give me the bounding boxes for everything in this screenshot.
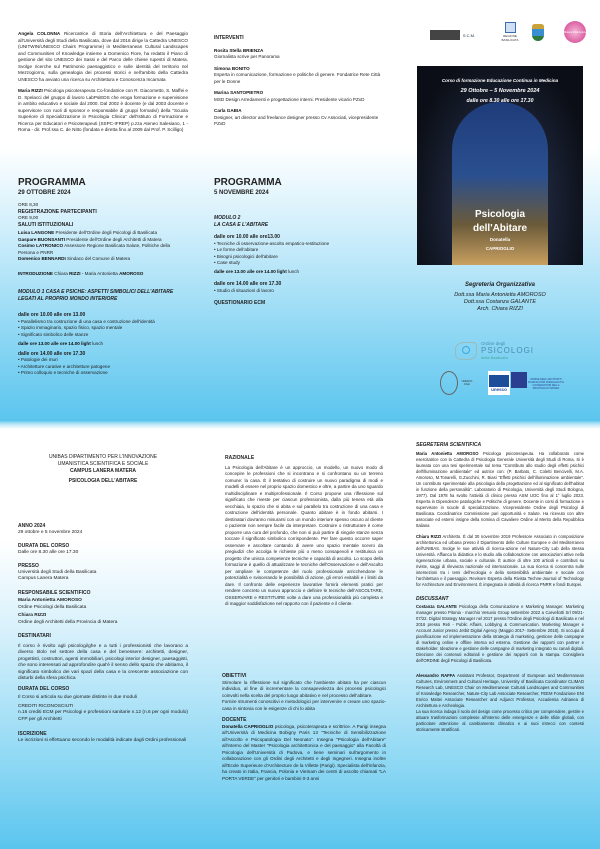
slot-item: • Primo colloquio e tecniche di osservazione xyxy=(18,370,108,375)
slot-item: • Spazio immaginario, spazio fisico, spazio mentale xyxy=(18,325,123,330)
slot-item: • Bisogni psicologici dell'abitare xyxy=(214,253,278,259)
unesco-logo: unesco xyxy=(488,371,510,395)
brochure-outer-side xyxy=(0,0,600,421)
discussant-heading: DISCUSSANT xyxy=(416,596,449,602)
docente-heading: DOCENTE xyxy=(222,717,247,723)
info-label: ISCRIZIONE xyxy=(18,731,47,737)
member: Arch. Chiara RIZZI xyxy=(477,306,523,312)
speaker: Cosimo LATRONICO Assessore Regione Basilicata Salute, Politiche della Persona e PNRR xyxy=(18,243,171,255)
info-label: RESPONSABILE SCIENTIFICO xyxy=(18,589,91,596)
module-title: MODULO 1 CASA E PSICHE: ASPETTI SIMBOLICI DELL'ABITARE LEGATI AL PROPRIO MONDO INTERIORE xyxy=(18,289,174,302)
course-header xyxy=(18,454,188,485)
obiettivi-text: Stimolare la riflessione sul significato che l'ambiente abitato ha per ciascun individuo, al fine di incrementare la consapevolezza dei processi psicologici coinvolti nella scelta del proprio luogo abitativo e nel processo dell'abitare. xyxy=(222,679,386,698)
info-value: n.16 crediti ECM per Psicologi e professioni sanitarie n.12 (n.6 per ogni modulo) CFP per gli Architetti xyxy=(18,710,188,722)
slot-time: dalle ore 14.00 alle ore 17.30 xyxy=(18,350,86,357)
time: ORE 9,00 xyxy=(18,215,39,220)
responsabile-name: Maria Antonietta AMOROSO xyxy=(18,598,82,603)
citta-amica-logo: Matera Città Amica xyxy=(564,21,586,43)
slot-item: • Case study xyxy=(214,260,240,265)
speaker: Carla GABIA Designer, art director and freelance designer presso Cv Associati, vicepresidente PZxD xyxy=(214,108,379,126)
slot-item: • Parallelismo tra costruzione di una casa e costruzione dell'identità xyxy=(18,318,155,324)
program-date: 5 NOVEMBRE 2024 xyxy=(214,190,269,196)
razionale-heading: RAZIONALE xyxy=(225,455,255,461)
interventi-heading: INTERVENTI xyxy=(214,35,244,41)
unesco-chair-seal xyxy=(440,371,458,395)
program-title: PROGRAMMA xyxy=(214,177,282,188)
program-day2 xyxy=(214,177,386,307)
speaker: Domenico BENNARDI Sindaco del Comune di Matera xyxy=(18,256,131,261)
bio-rizzi: Chiara RIZZI Architetto. È dal 30 novembre 2019 Professore Associato in composizione architettonica ed urbana presso il Dipartimento delle Culture Europee e del Mediterraneo dell'UNIBAS. Svolge le sue attività di ricerca-azione nel Nature-City Lab della stessa Università. Affianca la didattica e lo studio alla collaborazione con associazioni attive nella rigenerazione urbana, sociale e culturale. È autrice di oltre 100 articoli e contributi su riviste, saggi di rilevanza nazionale ed internazionale. La sua ricerca si concentra sulle intersezioni tra i temi dell'ecologia e della sostenibilità ambientale e sociale con l'architettura e il paesaggio. Revisore Esperta della Rivista Techne-Journal of Technology for Architecture and Environment. È impegnata in attività di ricerca PNRR e fondi Europei. xyxy=(416,534,584,587)
session-title: SALUTI ISTITUZIONALI xyxy=(18,221,74,228)
cover-hours: dalle ore 8.30 alle ore 17.30 xyxy=(466,98,534,104)
speaker: Luisa LANGONE Presidente dell'Ordine degli Psicologi di Basilicata xyxy=(18,230,158,235)
bio-galante: Costanza GALANTE Psicologa della Comunicazione e Marketing Manager. Marketing manager presso Pitonia - marchio Vesuvio Group settembre 2022 a Carvellotti Srl 09/21-07/22. Digital Strategy Manager nel 2017 presso l'Ordine degli Psicologi di Basilicata e nel 2016 presso Reti - Public Affairs, Lobbying & Communication. Marketing Manager e Account Junior presso Jetbit Digital Agency (Maggio 2017- Settembre 2018). Si occupa di pianificazione ed implementazione della strategia di marketing, gestione delle campagne di marketing online e offline interna ed esterna. Gestione dei rapporti con partner e stakeholder. Ideazione e gestione delle campagne di marketing integrato su canali digitali. Direzione dei contenuti editoriali e gestione dei rapporti con la stampa. Consigliera dell'ORDINE degli Psicologi di Basilicata. xyxy=(416,604,584,663)
interventi-column xyxy=(214,30,386,133)
bio-colonna: Angela COLONNA Ricercatrice di Storia dell'Architettura e del Paesaggio all'Università degli Studi della Basilicata, dove dal 2016 dirige la Cattedra UNESCO (UNITWIN/UNESCO Chairs Programme) in Mediterranean Cultural Landscapes and Communities of Knowledge insieme a Domenico Fiore, ha redatto il Piano di gestione del sito UNESCO dei Sassi e del Parco delle chiese rupestri di Matera. Svolge ricerche sul Patrimonio paesaggistico e sulle identità del territorio nel Mezzogiorno, sulla genealogia dei processi storici e nell'ambito della Cattedra UNESCO ha avviato una ricerca su Architettura e Conoscenza Incarnata xyxy=(18,31,188,82)
speaker: Rosita Stella BRIENZA Giornalista scrive per Panorama xyxy=(214,47,280,59)
slot-item: • Le forme dell'abitare xyxy=(214,247,259,252)
info-label: ANNO 2024 xyxy=(18,523,46,529)
bio-raffa-research: La sua ricerca indaga il ruolo del design come processo critico per comprendere, gestire e attuare trasformazioni complesse all'interno delle emergenze e delle sfide globali, con particolare attenzione al cambiamento climatico e ai suoi intrecci con contesti storicamente stratificati. xyxy=(416,709,584,732)
campus: CAMPUS LANERA MATERA xyxy=(69,468,137,474)
regione-basilicata-logo: REGIONE BASILICATA xyxy=(499,20,521,44)
cover-dates: 29 Ottobre – 5 Novembre 2024 xyxy=(460,88,540,94)
brochure-inner-side xyxy=(0,421,600,849)
architetti-mark xyxy=(511,372,527,388)
bio-rizzi: Maria RIZZI Psicologa psicoterapeuta Co-fondatrice con R. Giacometto, S. Maffei e D. Spelacci del gruppo di lavoro LabPsiEDS che eroga formazione e supervisione in ambito educativo e sociale dal 2000. Dal 2002 è docente (e dal 2003 docente e supervisore con ruoli di sponsor e responsabile di gruppi formativi) della "Scuola Superiore di Specializzazione in Psicologia Clinica" dell'Istituto di Formazione e Ricerca per Educatori e Psicoterapeuti (SSPC-IFREP) p.zza Ateneo Salesiano, 1 - Roma - dir. Prof.ssa C. de Nitto (fondata e diretta fino al 2009 dal Prof. P. Scilligo) xyxy=(18,88,188,132)
cover-title: Psicologia xyxy=(474,209,525,220)
slot-time: dalle ore 14.00 alle ore 17.30 xyxy=(214,281,282,287)
info-value: Il corso è rivolto agli psicologi/ghe e a tutti i professionisti che lavorano a diverso titolo nel settore della casa e del benessere: architetti, designer, progettisti, costruttori, agenti immobiliari, psicologi interior designer, paesaggisti, che sono interessati ad approfondire qual'è il senso dello spazio che abitiamo, il significato simbolico dei vari spazi della casa e la crescente associazione con disturbi della sfera psichica xyxy=(18,643,188,681)
scm-logo: S.C.M. xyxy=(415,28,490,42)
slot-item: • Studio di situazioni di lavoro xyxy=(214,287,274,293)
session-title: REGISTRAZIONE PARTECIPANTI xyxy=(18,208,97,215)
info-label: PRESSO xyxy=(18,563,39,569)
cover-course: Corso di formazione Educazione Continua in Medicina xyxy=(441,78,559,83)
segreteria-organizzativa xyxy=(417,282,583,313)
speaker: Gaspare BUONSANTI Presidente dell'Ordine degli Architetti di Matera xyxy=(18,236,162,242)
info-value: Università degli Studi della Basilicata xyxy=(18,569,97,575)
bios-column xyxy=(18,31,188,139)
razionale-section xyxy=(225,450,383,608)
info-value: 29 ottobre e 5 novembre 2024 xyxy=(18,529,83,535)
ordine-architetti-logo: ORDINE DEGLI ARCHITETTI PIANIFICATORI PAESAGGISTI E CONSERVATORI DELLA PROVINCIA DI MATERA xyxy=(528,378,564,390)
cover-title: dell'Abitare xyxy=(472,223,528,234)
slot-time: dalle ore 10.00 alle ore 13.00 xyxy=(18,312,86,318)
time: ORE 8,30 xyxy=(18,202,39,207)
info-value: Le iscrizioni si effettuano secondo le modalità indicate dagli Ordini professionali xyxy=(18,737,187,743)
obiettivi-heading: OBIETTIVI xyxy=(222,673,247,679)
ordine-psicologi-logo: Ordine degli PSICOLOGI della Basilicata xyxy=(455,340,555,362)
introduzione: INTRODUZIONE Chiara RIZZI - Maria Antonietta AMOROSO xyxy=(18,270,144,276)
saluti-list xyxy=(18,230,188,263)
cover-image xyxy=(417,66,583,265)
cover-author: CAPRIOGLIO xyxy=(485,246,515,251)
docente-bio: Donatella CAPRIOGLIO psicologa, psicoterapeuta e scrittrice. A Parigi insegna all'Università di Medicina Bobigny Paris 13 "Tecniche di Sensibilizzazione all'Ascolto e Psicopatologia Del Neonato". Insegna "Psicologia dell'Abitare" all'interno del Master "Psicologia architettonica e del paesaggio" alla Facoltà di Psicologia dell'Università di Padova, e tiene seminari sull'argomento in collaborazione con gli Ordini degli Architetti e degli Ingegneri. Insegna inoltre all'Ecole Superieure d'Architecture de la Villette (Parigi). Specialista dell'infanzia, ha creato in Italia, Francia, Polonia e Vietnam dei centri di ascolto chiamati "LA PORTA VERDE" per genitori e bambini 0-3 anni xyxy=(222,723,386,781)
info-label: DURATA DEL CORSO xyxy=(18,543,70,549)
dept-line: UNIBAS DIPARTIMENTO PER L'INNOVAZIONE xyxy=(48,454,158,460)
lunch: dalle ore 13.00 alle ore 14.00 light lunch xyxy=(214,268,300,274)
unesco-chair-label: UNESCO Chair xyxy=(461,380,473,386)
member: Dott.ssa Costanza GALANTE xyxy=(463,299,537,305)
obiettivi-text: Fornire strumenti conoscitivi e metodologici per intervenire e creare uno spazio-casa in sintonia con le esigenze di chi lo abita xyxy=(222,699,386,711)
lunch: dalle ore 13.00 alle ore 14.00 light lunch xyxy=(18,341,104,346)
info-value: Campus Lanera Matera xyxy=(18,576,69,581)
segreteria-scientifica xyxy=(416,442,584,733)
slot-item: • Patologie dei muri xyxy=(18,357,58,362)
course-name: PSICOLOGIA DELL'ABITARE xyxy=(68,478,138,484)
obiettivi-docente xyxy=(222,668,386,782)
speaker: Simona BONITO Esperta in comunicazione, formazione e politiche di genere. Fondatrice Rete Città per le Donne xyxy=(214,65,381,84)
info-value: Dalle ore 8.30 alle ore 17.30 xyxy=(18,549,79,555)
slot-time: dalle ore 10.00 alle ore13.00 xyxy=(214,234,280,240)
slot-item: • Tecniche di osservazione-ascolto empatico-restituzione xyxy=(214,240,330,246)
slot-item: • Architetture curative e architetture patogene xyxy=(18,363,111,369)
bio-amoroso: Maria Antonietta AMOROSO Psicologa psicoterapeuta. Ha collaborato come esercitatrice con la Cattedra di Psicologia Generale Università degli Studi di Roma. Si è laureata con una tesi sperimentale sul tema "Contributo allo studio degli effetti psichici dell'illuminazione ambientale" ed autrice con: (P. Barbato, C. Coletti Bencivelli, M.A. Amoroso, M.Tonarelli, G.Zucchini, R. Biasi "Effetti psichici dell'illuminazione ambientale". Un contributo sperimentale alla psicologia della progettazione ed al significato dell'habitat in funzione della personalità". Laboratorio di Psicologia, Università degli Studi Bologna, 1977). Dal 1978 ha svolto l'attività di clinico presso ASM UOC fino al 1° luglio 2023. Esperta in Dipendenze patologiche e Politiche di genere. Docente in corsi di formazione e supervisore in scuole di specializzazione. Vicepresidente Ordine degli Psicologi di Basilicata. Coordinatrice Commissione pari opportunità e Salute. Ha ricevuto con altre associate ed esterni insigne della nomina di Cavaliere Ordine al Merito della Repubblica Italiana xyxy=(416,451,585,528)
program-day1 xyxy=(18,177,188,377)
segreteria-heading: SEGRETERIA SCIENTIFICA xyxy=(416,442,482,448)
info-label: DESTINATARI xyxy=(18,633,51,639)
course-info xyxy=(18,518,188,744)
responsabile-role: Ordine Psicologi della Basilicata xyxy=(18,604,87,610)
module-title: MODULO 2 xyxy=(214,215,241,221)
segreteria-heading: Segreteria Organizzativa xyxy=(464,282,536,288)
info-label: DURATA DEL CORSO xyxy=(18,685,70,692)
responsabile-name: Chiara RIZZI xyxy=(18,613,47,618)
comune-matera-crest xyxy=(530,21,546,43)
info-label: CREDITI RICONOSCIUTI xyxy=(18,703,74,709)
program-title: PROGRAMMA xyxy=(18,177,86,188)
info-value: Il Corso si articola su due giornate distinte in due moduli xyxy=(18,695,137,700)
razionale-text: La Psicologia dell'Abitare è un approccio, un modello, un nuovo modo di concepire le professioni che si incontrano e si confrontano su un terreno comune: la casa. È il tentativo di costruire un nuovo paradigma di modi e modelli di essere nel proprio spazio domestico e oltre, a partire da uno sguardo multidisciplinare e multiprofessionale. Il Corso propone una riflessione sul significato che riveste per ciascun professionista, dalla più tenera età alla vecchiaia, lo spazio che si abita e sul parallelo tra costruzione di una casa e costruzione dell'identità personale. Quanto abitare è in fondo abitarsi. I destinatari dovranno misurarsi con un mondo interiore spesso oscuro al cliente o paziente non sempre facile da interpretare. Costruire o ristrutturare è come proporre una cura del profondo, che non si può partire di singole stanze senza toccare il significato simbolico corrispondente. Per fare questo occorre saper osservare e ascoltare contando di avere uno spazio mentale scevro da pregiudizi che accolga le richieste più o meno consapevoli e restituisca un progetto che unisca competenze tecniche e capacità di ascolto. Lo scopo della formazione è quello di attualizzare le tecniche dell'Osservazione e dell'Ascolto per ampliare le competenze del ruolo professionale arricchendone le potenzialità e sviscerando le possibilità di azione, gli errori evitabili e i limiti da dare. Il confronto delle esperienze lavorative fornirà elementi pratici per rendere concreto un nuovo approccio e definire le tecniche dell'ASCOLTARE, OSSERVARE e RESTITUIRE volte a dare una professionalità più completa e di maggior soddisfazione nel rapporto con il paziente e il cliente. xyxy=(225,464,383,606)
member: Dott.ssa Maria Antonietta AMOROSO xyxy=(454,292,546,298)
responsabile-role: Ordine degli Architetti della Provincia di Matera xyxy=(18,619,118,625)
bio-raffa: Alessandro RAFFA Assistant Professor, Department of European and Mediterranean Cultures, Environment and Cultural Heritage, University of Basilicata Coordinator CLIMAD Research Lab, UNESCO Chair on Mediterranean Cultural Landscapes and Communities of Knowledge Researcher, Nature-City Lab Associate Researcher, FEEM Fondazione ENI Enrico Mattei Associate Researcher and Adjunct Professor, Accademia Adrianea di Architettura e Archeologia. xyxy=(416,673,584,708)
dept-line: UMANISTICA SCIENTIFICA E SOCIALE xyxy=(57,461,149,467)
program-date: 29 OTTOBRE 2024 xyxy=(18,190,71,196)
cover-author: Donatella xyxy=(489,237,511,242)
module-subtitle: LA CASA E L'ABITARE xyxy=(214,221,269,228)
slot-item: • Significato simbolico delle stanze xyxy=(18,331,89,337)
questionario: QUESTIONARIO ECM xyxy=(214,300,266,306)
speaker: Marina SANTOPIETRO MSD Design Arredamenti e progettazione interni. Presidente vicario PZxD xyxy=(214,90,365,102)
